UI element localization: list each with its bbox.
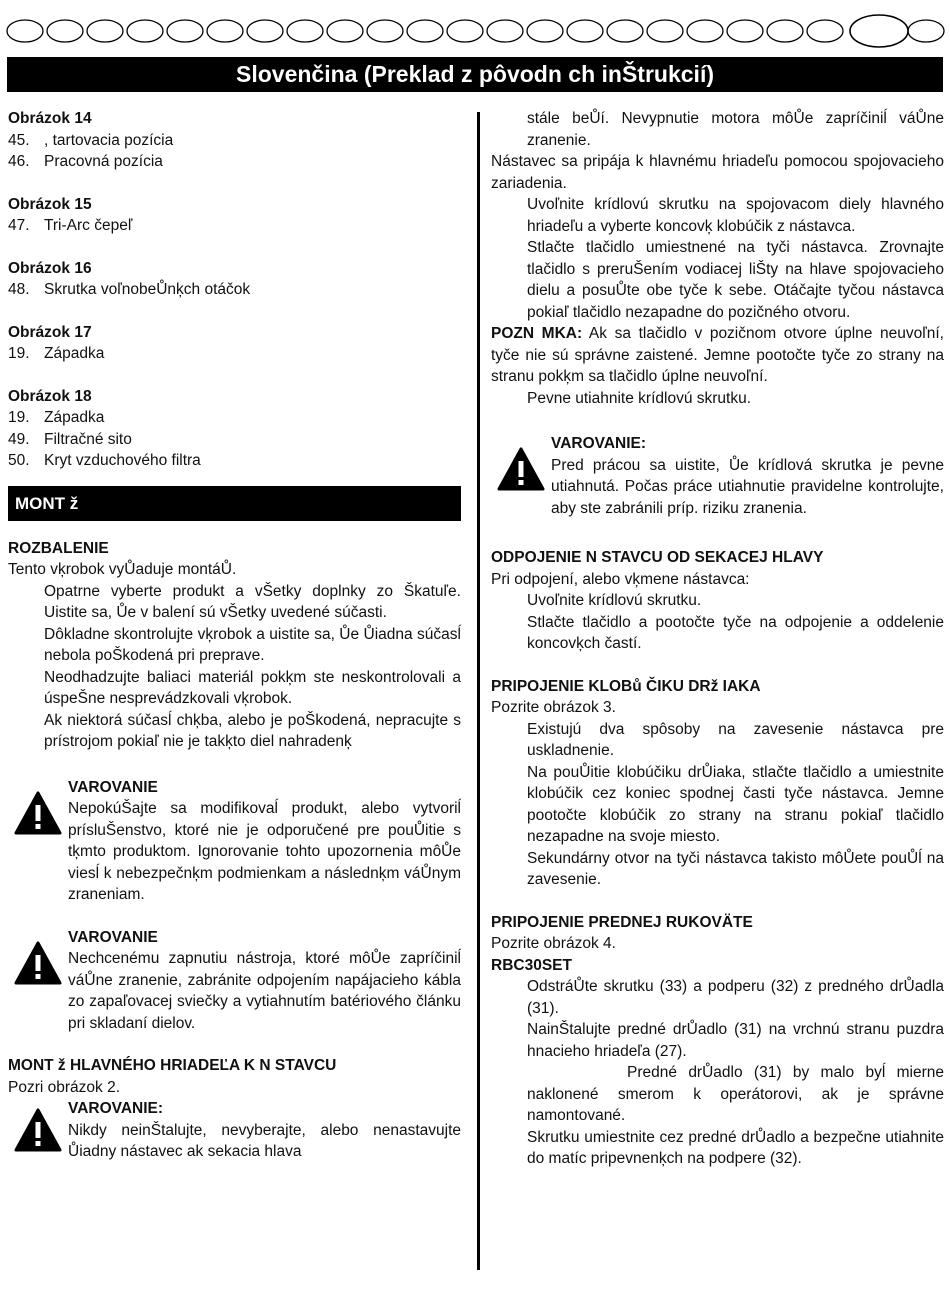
figure-legend-18 (8, 386, 461, 472)
warning-text: Nechcenému zapnutiu nástroja, ktoré môŮe zapríčiniĺ váŮne zranenie, zabránite odpojením napájacieho kábla zo zapaľovacej sviečky a vytiahnutím batériového článku pri skladaní dielov. (68, 950, 461, 1032)
attach-step: Stlačte tlačidlo umiestnené na tyči nástavca. Zrovnajte tlačidlo s preruŠením vodiacej liŠty na hlave spojovacieho dielu a posuŮte obe tyče k sebe. Otáčajte tyčou nástavca pokiaľ tlačidlo nezapadne do pozičného otvoru. (527, 239, 944, 321)
figure-title: Obrázok 16 (8, 259, 92, 277)
figure-title: Obrázok 18 (8, 387, 92, 405)
warning-triangle-icon (497, 447, 545, 491)
legend-item: 19. Západka (8, 409, 105, 426)
column-divider (477, 112, 480, 1270)
warning-triangle-icon (14, 1108, 62, 1152)
warning-title: VAROVANIE (68, 778, 158, 796)
figure-legend-14 (8, 108, 461, 173)
warning-box (491, 433, 944, 519)
note-label: POZN MKA: (491, 325, 583, 342)
heading-front-handle: PRIPOJENIE PREDNEJ RUKOVÄTE (491, 913, 753, 931)
heading-hanger: PRIPOJENIE KLOBů ČIKU DRž IAKA (491, 677, 761, 695)
hanger-step: Na pouŮitie klobúčiku drŮiaka, stlačte tlačidlo a umiestnite klobúčik cez koniec spodnej časti tyče nástavca. Jemne pootočte klobúčik zo strany na stranu pokiaľ tlačidlo nezapadne na svoje miesto. (527, 763, 944, 845)
legend-item: 47. Tri-Arc čepeľ (8, 217, 133, 234)
language-tab-ovals (6, 14, 946, 48)
tighten-step: Pevne utiahnite krídlovú skrutku. (527, 389, 752, 407)
handle-step: Skrutku umiestnite cez predné drŮadlo a bezpečne utiahnite do matíc pripevnenķch na podpere (32). (527, 1128, 944, 1167)
note-text: Ak sa tlačidlo v pozičnom otvore úplne neuvoľní, tyče nie sú správne zaistené. Jemne pootočte tyče zo strany na stranu pokķm sa tlačidlo úplne neuvoľní. (491, 325, 944, 385)
right-column (491, 108, 944, 1170)
handle-step: OdstráŮte skrutku (33) a podperu (32) z predného drŮadla (31). (527, 978, 944, 1017)
detach-intro: Pri odpojení, alebo vķmene nástavca: (491, 570, 750, 588)
legend-item: 49. Filtračné sito (8, 430, 132, 448)
warning-title: VAROVANIE: (68, 1100, 164, 1117)
section-title-assembly: MONT ž (8, 486, 461, 521)
legend-item: 19. Západka (8, 345, 105, 362)
legend-item: 45. , tartovacia pozícia (8, 131, 174, 149)
warning-triangle-icon (14, 791, 62, 835)
note-paragraph (491, 323, 944, 388)
figure-title: Obrázok 14 (8, 110, 92, 127)
left-column (8, 108, 461, 1163)
warning-text: NepokúŠajte sa modifikovaĺ produkt, alebo vytvoriĺ prísluŠenstvo, ktoré nie je odporučené pre pouŮitie s tķmto produktom. Ignorovanie tohto upozornenia môŮe viesĺ k nebezpečnķm podmienkam a následnķm váŮnym zraneniam. (68, 800, 461, 903)
figure-legend-17 (8, 322, 461, 365)
warning-title: VAROVANIE: (551, 435, 647, 452)
handle-step: Predné drŮadlo (31) by malo byĺ mierne naklonené smerom k operátorovi, ak je správne namontované. (527, 1064, 944, 1124)
warning-text: Nikdy neinŠtalujte, nevyberajte, alebo nenastavujte Ůiadny nástavec ak sekacia hlava (68, 1121, 461, 1160)
attach-intro: Nástavec sa pripája k hlavnému hriadeľu pomocou spojovacieho zariadenia. (491, 153, 944, 192)
handle-step: NainŠtalujte predné drŮadlo (31) na vrchnú stranu puzdra hnacieho hriadeľa (27). (527, 1021, 944, 1060)
unpacking-step: Opatrne vyberte produkt a vŠetky doplnky zo Škatuľe. Uistite sa, Ůe v balení sú vŠetky uvedené súčasti. (44, 582, 461, 621)
detach-step: Uvoľnite krídlovú skrutku. (527, 592, 702, 609)
figure-title: Obrázok 15 (8, 195, 92, 213)
heading-unpacking: ROZBALENIE (8, 539, 109, 557)
warning-text: Pred prácou sa uistite, Ůe krídlová skrutka je pevne utiahnutá. Počas práce utiahnutie pravidelne kontrolujte, aby ste zabránili príp. riziku zranenia. (551, 456, 944, 517)
unpacking-intro: Tento vķrobok vyŮaduje montáŮ. (8, 561, 237, 578)
legend-item: 48. Skrutka voľnobeŮnķch otáčok (8, 281, 251, 298)
hanger-step: Existujú dva spôsoby na zavesenie nástavca pre uskladnenie. (527, 720, 944, 759)
shaft-figure-ref: Pozri obrázok 2. (8, 1078, 120, 1096)
warning-triangle-icon (14, 941, 62, 985)
heading-detach: ODPOJENIE N STAVCU OD SEKACEJ HLAVY (491, 549, 824, 566)
legend-item: 50. Kryt vzduchového filtra (8, 452, 201, 469)
legend-item: 46. Pracovná pozícia (8, 153, 163, 170)
handle-figure-ref: Pozrite obrázok 4. (491, 935, 616, 952)
warning-continuation: stále beŮí. Nevypnutie motora môŮe zapríčiniĺ váŮne zranenie. (527, 110, 944, 149)
hanger-step: Sekundárny otvor na tyči nástavca takisto môŮete pouŮĺ na zavesenie. (527, 849, 944, 888)
warning-box (8, 777, 461, 906)
figure-title: Obrázok 17 (8, 323, 92, 341)
attach-step: Uvoľnite krídlovú skrutku na spojovacom diely hlavného hriadeľu a vyberte koncovķ klobúčik z nástavca. (527, 196, 944, 235)
heading-shaft-assembly: MONT ž HLAVNÉHO HRIADEĽA K N STAVCU (8, 1057, 337, 1074)
hanger-figure-ref: Pozrite obrázok 3. (491, 699, 616, 716)
detach-step: Stlačte tlačidlo a pootočte tyče na odpojenie a oddelenie koncovķch častí. (527, 613, 944, 652)
unpacking-step: Ak niektorá súčasĺ chķba, alebo je poŠkodená, nepracujte s prístrojom pokiaľ nie je takķto diel nahradenķ (44, 711, 461, 750)
figure-legend-16 (8, 258, 461, 301)
warning-title: VAROVANIE (68, 928, 158, 946)
page-title: Slovenčina (Preklad z pôvodn ch inŠtrukcií) (7, 57, 943, 92)
model-label: RBC30SET (491, 956, 572, 974)
unpacking-step: Dôkladne skontrolujte vķrobok a uistite sa, Ůe Ůiadna súčasĺ nebola poŠkodená pri preprave. (44, 625, 461, 664)
unpacking-step: Neodhadzujte baliaci materiál pokķm ste neskontrolovali a úspeŠne nesprevádzkovali vķrobok. (44, 668, 461, 707)
figure-legend-15 (8, 194, 461, 237)
warning-box (8, 927, 461, 1035)
warning-box (8, 1098, 461, 1163)
